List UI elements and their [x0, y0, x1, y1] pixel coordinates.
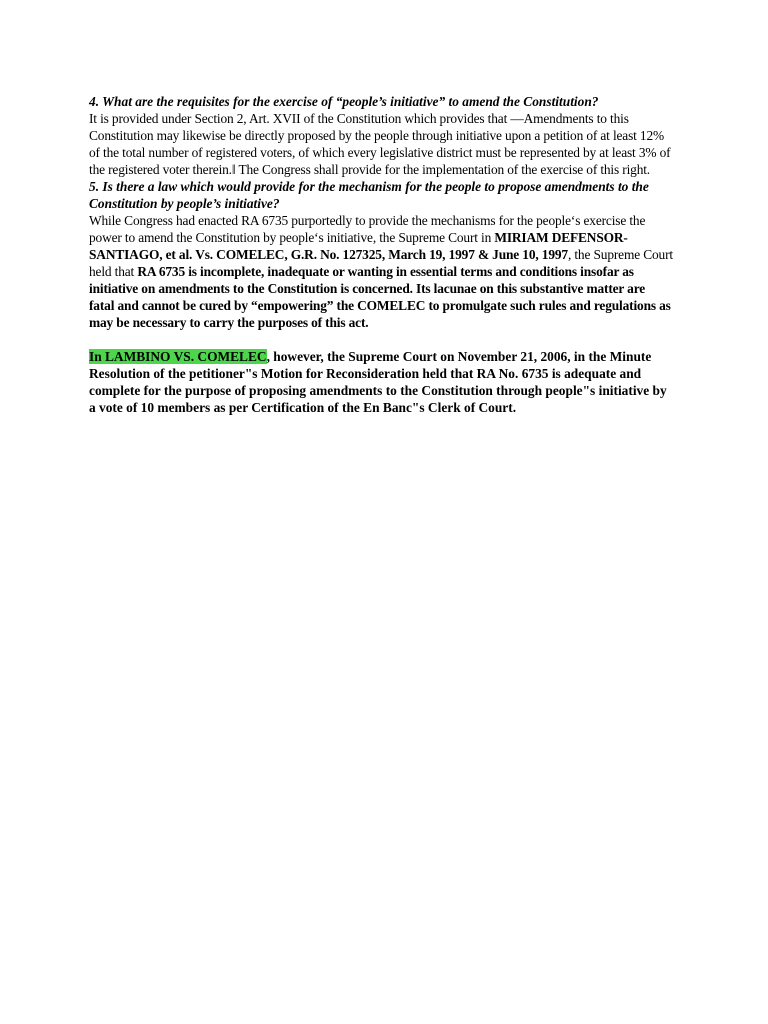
answer-5-intro: While Congress had enacted RA 6735 purportedly to provide the mechanisms for the people‘s exercise the power to amend the Constitution by people‘s initiative, the Supreme Court in	[89, 213, 646, 245]
answer-4-paragraph: It is provided under Section 2, Art. XVII of the Constitution which provides that ―Amendments to this Constitution may likewise be directly proposed by the people through initiative upon a petition of at least 12% of the total number of registered voters, of which every legislative district must be represented by at least 3% of the registered voter therein.‖ The Congress shall provide for the implementation of the exercise of this right.	[89, 111, 671, 177]
question-5-heading: 5. Is there a law which would provide for the mechanism for the people to propose amendments to the Constitution by people’s initiative?	[89, 179, 649, 211]
court-holding: RA 6735 is incomplete, inadequate or wanting in essential terms and conditions insofar as initiative on amendments to the Constitution is concerned. Its lacunae on this substantive matter are fatal and cannot be cured by “empowering” the COMELEC to promulgate such rules and regulations as may be necessary to carry the purposes of this act.	[89, 264, 671, 330]
answer-5-connector: , the Supreme Court held that	[89, 247, 673, 279]
lambino-highlight: In LAMBINO VS. COMELEC	[89, 349, 267, 364]
answer-5-paragraph	[89, 212, 673, 331]
question-4-heading: 4. What are the requisites for the exercise of “people’s initiative” to amend the Constitution?	[89, 94, 599, 109]
paragraph-spacer	[89, 331, 673, 348]
document-page	[89, 93, 673, 416]
lambino-paragraph	[89, 348, 673, 416]
lambino-ruling: , however, the Supreme Court on November 21, 2006, in the Minute Resolution of the petitioner"s Motion for Reconsideration held that RA No. 6735 is adequate and complete for the purpose of proposing amendments to the Constitution through people"s initiative by a vote of 10 members as per Certification of the En Banc"s Clerk of Court.	[89, 349, 667, 415]
case-citation: MIRIAM DEFENSOR-SANTIAGO, et al. Vs. COMELEC, G.R. No. 127325, March 19, 1997 & June 10, 1997	[89, 230, 628, 262]
